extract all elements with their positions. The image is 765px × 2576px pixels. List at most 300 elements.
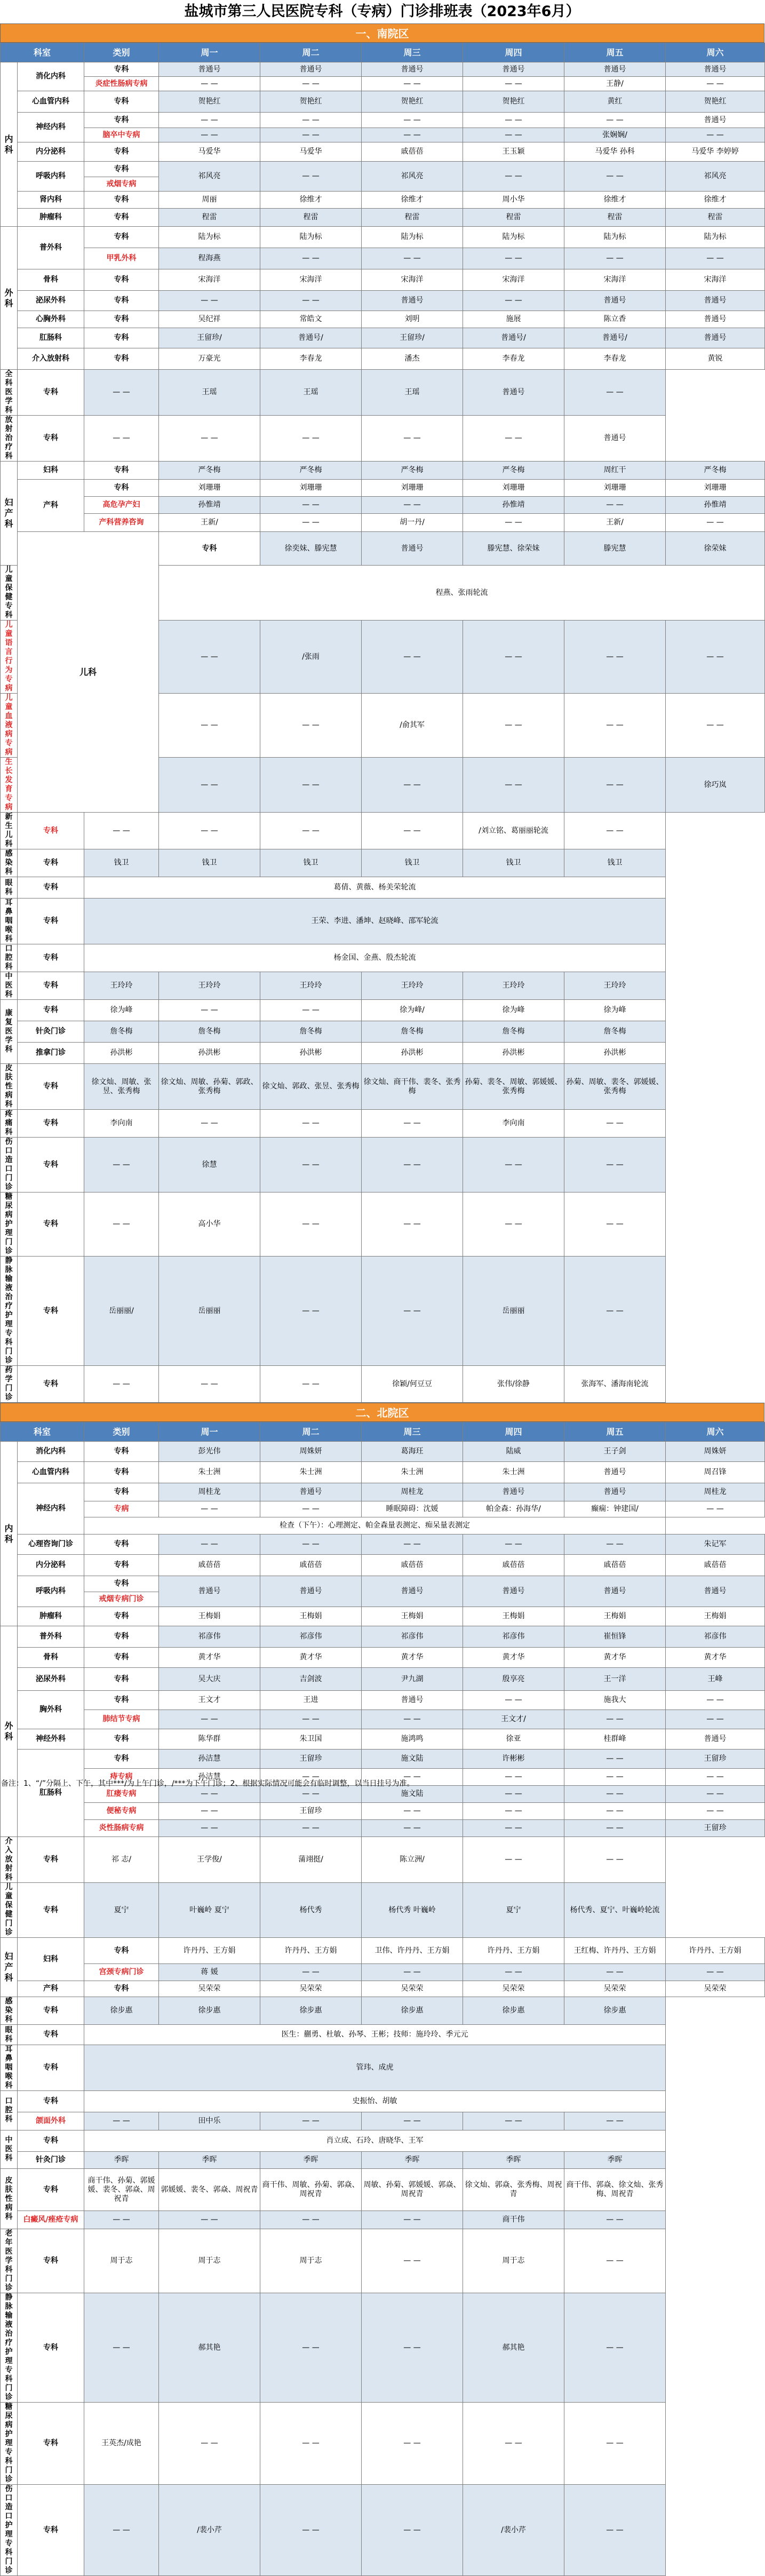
table-row: [1, 62, 765, 77]
clinic-type: 肺结节专病: [84, 1710, 159, 1729]
dept-name: 泌尿外科: [18, 291, 84, 311]
schedule-cell: 孙菊、裴冬、周敏、郭媛媛、张秀梅: [463, 1064, 564, 1110]
schedule-cell: 徐步惠: [159, 1997, 260, 2025]
schedule-cell: — —: [463, 1769, 564, 1786]
schedule-cell: 蒋 媛: [159, 1964, 260, 1981]
dept-name: 口腔科: [1, 944, 18, 972]
dept-group: 妇 产 科: [1, 462, 18, 566]
schedule-cell: — —: [84, 1192, 159, 1257]
schedule-cell: — —: [260, 1535, 362, 1555]
clinic-type: 专科: [84, 1648, 159, 1668]
schedule-cell: 普通号: [463, 62, 564, 77]
schedule-cell: 周桂龙: [362, 1483, 463, 1501]
schedule-cell: 尹九湖: [362, 1668, 463, 1691]
schedule-cell: 王玲玲: [463, 972, 564, 1000]
schedule-cell: — —: [362, 2293, 463, 2403]
dept-name: 内分泌科: [18, 1555, 84, 1576]
schedule-cell: — —: [260, 128, 362, 142]
section-title: 一、南院区: [0, 23, 764, 43]
table-row: [1, 1691, 765, 1710]
schedule-cell: 普通号: [564, 1462, 666, 1483]
schedule-cell: 朱卫国: [260, 1729, 362, 1750]
schedule-cell: — —: [564, 1820, 666, 1837]
schedule-cell: 王学俊/: [159, 1837, 260, 1883]
table-row: [1, 813, 765, 849]
schedule-cell: 王留珍: [666, 1750, 765, 1769]
schedule-cell: 普通号: [362, 291, 463, 311]
schedule-cell: 严冬梅: [159, 462, 260, 480]
schedule-cell: — —: [564, 1257, 666, 1366]
schedule-cell: 施我大: [564, 1691, 666, 1710]
schedule-cell: 刘明: [362, 311, 463, 328]
table-row: [1, 2025, 765, 2045]
schedule-cell: — —: [260, 113, 362, 128]
dept-group: 内 科: [1, 62, 18, 227]
schedule-cell: 戚蓓蓓: [260, 1555, 362, 1576]
clinic-type: 专科: [18, 2025, 84, 2045]
header-cell: 周二: [260, 43, 362, 62]
table-row: [1, 128, 765, 142]
schedule-cell: 许丹丹、王方娟: [159, 1938, 260, 1964]
schedule-cell: 宋海洋: [159, 269, 260, 291]
table-row: [1, 1110, 765, 1138]
table-row: [1, 416, 765, 462]
clinic-type: 专科: [84, 1938, 159, 1964]
clinic-type: 戒烟专病: [84, 177, 159, 192]
table-row: [1, 2112, 765, 2130]
schedule-cell: 王英杰/成艳: [84, 2403, 159, 2485]
dept-name: 感染科: [1, 849, 18, 877]
schedule-cell: 孙洪彬: [362, 1043, 463, 1064]
dept-name: 心理咨询门诊: [18, 1535, 84, 1555]
schedule-cell: — —: [564, 2293, 666, 2403]
schedule-cell: 孙惟靖: [463, 497, 564, 514]
schedule-cell: 徐文灿、周敏、孙菊、郭政、张秀梅: [159, 1064, 260, 1110]
schedule-cell: 孙洁慧: [159, 1769, 260, 1786]
schedule-cell: 詹冬梅: [84, 1021, 159, 1043]
dept-name: 放射治疗科: [1, 416, 18, 462]
schedule-cell: — —: [666, 621, 765, 694]
table-row: [1, 348, 765, 370]
schedule-cell: — —: [260, 2112, 362, 2130]
schedule-cell: — —: [159, 1710, 260, 1729]
section-title: 二、北院区: [0, 1403, 764, 1422]
schedule-cell: — —: [159, 621, 260, 694]
clinic-type: 专科: [18, 2293, 84, 2403]
clinic-type: 专科: [18, 1192, 84, 1257]
schedule-cell: 季晖: [564, 2152, 666, 2169]
clinic-type: 专科: [18, 1000, 84, 1021]
schedule-cell: 李春龙: [564, 348, 666, 370]
dept-name: 新生儿科: [1, 813, 18, 849]
schedule-cell: — —: [564, 813, 666, 849]
table-row: [1, 1837, 765, 1883]
dept-group: 妇 产 科: [1, 1938, 18, 1997]
schedule-cell: — —: [463, 514, 564, 532]
table-row: [1, 1883, 765, 1938]
schedule-cell: — —: [260, 291, 362, 311]
schedule-cell: 普通号: [666, 1576, 765, 1607]
schedule-cell: — —: [564, 1110, 666, 1138]
schedule-cell: 季晖: [362, 2152, 463, 2169]
schedule-cell: 商干伟、郭焱、徐文灿、张秀梅、周祝青: [564, 2169, 666, 2211]
clinic-type: 白癜风/痤疮专病: [18, 2211, 84, 2229]
schedule-cell: — —: [564, 2403, 666, 2485]
table-row: [1, 2403, 765, 2485]
schedule-cell: — —: [564, 248, 666, 269]
table-row: [1, 1366, 765, 1403]
schedule-cell: 王峰: [666, 1668, 765, 1691]
merged-cell: 王荣、李进、潘坤、赵晓峰、邵军轮流: [84, 899, 666, 944]
schedule-cell: 祁彦伟: [666, 1626, 765, 1648]
clinic-type: 针灸门诊: [18, 2152, 84, 2169]
schedule-cell: — —: [159, 1803, 260, 1820]
schedule-cell: 吴荣荣: [159, 1981, 260, 1997]
schedule-cell: — —: [564, 1786, 666, 1803]
schedule-cell: — —: [362, 248, 463, 269]
schedule-cell: 王文才: [159, 1691, 260, 1710]
schedule-cell: 吴大庆: [159, 1668, 260, 1691]
schedule-cell: 王玲玲: [260, 972, 362, 1000]
schedule-cell: 戚蓓蓓: [362, 1555, 463, 1576]
schedule-cell: 马爱华 李婷婷: [666, 142, 765, 162]
clinic-type: 专科: [18, 2485, 84, 2576]
dept-name: 儿童保健门诊: [1, 1883, 18, 1938]
schedule-cell: — —: [260, 694, 362, 758]
schedule-cell: 徐维才: [362, 192, 463, 209]
merged-cell: 杨金国、金燕、殷杰轮流: [84, 944, 666, 972]
schedule-cell: 王留珍/: [159, 328, 260, 348]
schedule-cell: 许彬彬: [463, 1750, 564, 1769]
schedule-cell: — —: [159, 1110, 260, 1138]
schedule-cell: 严冬梅: [260, 462, 362, 480]
table-row: [1, 849, 765, 877]
schedule-cell: 孙洪彬: [84, 1043, 159, 1064]
schedule-cell: — —: [362, 1964, 463, 1981]
schedule-cell: 周于志: [159, 2229, 260, 2293]
schedule-cell: 贺艳红: [463, 91, 564, 113]
schedule-cell: /裴小芹: [159, 2485, 260, 2576]
schedule-cell: 祁彦伟: [362, 1626, 463, 1648]
schedule-cell: — —: [463, 1138, 564, 1192]
schedule-cell: 桂群峰: [564, 1729, 666, 1750]
schedule-cell: 普通号/: [260, 328, 362, 348]
dept-name: 神经内科: [18, 113, 84, 142]
header-cell: 科室: [1, 1422, 84, 1442]
schedule-cell: 刘珊珊: [564, 480, 666, 497]
schedule-cell: 普通号: [564, 416, 666, 462]
schedule-cell: 黄红: [564, 91, 666, 113]
table-row: [1, 1138, 765, 1192]
table-row: [1, 1710, 765, 1729]
clinic-type: 专科: [18, 1883, 84, 1938]
header-cell: 周一: [159, 1422, 260, 1442]
schedule-cell: — —: [260, 2293, 362, 2403]
schedule-cell: — —: [463, 113, 564, 128]
schedule-cell: 程雷: [564, 209, 666, 227]
schedule-cell: — —: [362, 2485, 463, 2576]
clinic-type: 专科: [84, 209, 159, 227]
schedule-cell: 徐颖/何豆豆: [362, 1366, 463, 1403]
schedule-cell: 王梅娟: [463, 1607, 564, 1626]
schedule-cell: 葛海玨: [362, 1442, 463, 1462]
schedule-cell: — —: [463, 1786, 564, 1803]
schedule-cell: 帕金森：孙海华/: [463, 1501, 564, 1517]
schedule-cell: — —: [159, 1820, 260, 1837]
schedule-cell: — —: [260, 1786, 362, 1803]
dept-name: 消化内科: [18, 62, 84, 91]
dept-name: 妇科: [18, 462, 84, 480]
schedule-cell: 黄才华: [159, 1648, 260, 1668]
schedule-cell: 贺艳红: [159, 91, 260, 113]
schedule-cell: 朱士洲: [159, 1462, 260, 1483]
header-row: [1, 1422, 765, 1442]
clinic-type: 针灸门诊: [18, 1021, 84, 1043]
table-row: [1, 462, 765, 480]
schedule-cell: 孙惟靖: [666, 497, 765, 514]
table-row: [1, 2169, 765, 2211]
schedule-cell: — —: [463, 1837, 564, 1883]
schedule-cell: — —: [463, 1535, 564, 1555]
schedule-cell: 徐慧: [159, 1138, 260, 1192]
schedule-cell: 吴荣荣: [666, 1981, 765, 1997]
schedule-cell: 许丹丹、王方娟: [260, 1938, 362, 1964]
schedule-cell: 马爱华: [159, 142, 260, 162]
dept-name: 中医科: [1, 2130, 18, 2169]
table-row: [1, 480, 765, 497]
schedule-cell: 周桂龙: [666, 1483, 765, 1501]
clinic-type: 专科: [159, 532, 260, 566]
table-row: [1, 2211, 765, 2229]
schedule-cell: 徐文灿、商干伟、裴冬、张秀梅: [362, 1064, 463, 1110]
schedule-cell: 祁风亮: [666, 162, 765, 192]
clinic-type: 生长发育专病: [1, 758, 18, 813]
schedule-cell: — —: [159, 1366, 260, 1403]
dept-name: 内分泌科: [18, 142, 84, 162]
schedule-cell: 周于志: [463, 2229, 564, 2293]
dept-name: 药学门诊: [1, 1366, 18, 1403]
schedule-cell: 彭光伟: [159, 1442, 260, 1462]
schedule-cell: — —: [260, 77, 362, 91]
clinic-type: 专科: [18, 899, 84, 944]
schedule-cell: — —: [159, 1501, 260, 1517]
schedule-cell: 张娴娴/: [564, 128, 666, 142]
schedule-cell: 王静/: [564, 77, 666, 91]
schedule-cell: 詹冬梅: [362, 1021, 463, 1043]
schedule-cell: — —: [564, 1837, 666, 1883]
schedule-cell: — —: [362, 416, 463, 462]
schedule-cell: 夏宁: [463, 1883, 564, 1938]
schedule-cell: — —: [84, 2485, 159, 2576]
schedule-cell: 普通号: [666, 113, 765, 128]
schedule-cell: 周丽: [159, 192, 260, 209]
table-row: [1, 1555, 765, 1576]
schedule-cell: 詹冬梅: [159, 1021, 260, 1043]
schedule-cell: 商干伟、周敏、孙菊、郭焱、周祝青: [260, 2169, 362, 2211]
schedule-cell: — —: [84, 2293, 159, 2403]
header-cell: 周三: [362, 43, 463, 62]
schedule-cell: /俞其军: [362, 694, 463, 758]
clinic-type: 专科: [84, 227, 159, 248]
table-row: [1, 1803, 765, 1820]
clinic-type: 专科: [18, 813, 84, 849]
schedule-cell: — —: [159, 2211, 260, 2229]
merged-cell: 管玮、成虎: [84, 2045, 666, 2091]
dept-name: 肿瘤科: [18, 1607, 84, 1626]
schedule-cell: 王梅娟: [666, 1607, 765, 1626]
schedule-cell: — —: [463, 694, 564, 758]
schedule-cell: — —: [260, 758, 362, 813]
schedule-cell: 王新/: [159, 514, 260, 532]
table-row: [1, 269, 765, 291]
dept-name: 静脉输液治疗护理专科门诊: [1, 2293, 18, 2403]
schedule-cell: — —: [362, 2211, 463, 2229]
dept-name: 骨科: [18, 269, 84, 291]
schedule-cell: 宋海洋: [362, 269, 463, 291]
clinic-type: 颌面外科: [18, 2112, 84, 2130]
table-row: [1, 370, 765, 416]
schedule-cell: — —: [463, 1803, 564, 1820]
schedule-cell: 王瑶: [260, 370, 362, 416]
schedule-cell: — —: [84, 1366, 159, 1403]
schedule-cell: — —: [362, 128, 463, 142]
dept-name: 骨科: [18, 1648, 84, 1668]
schedule-cell: — —: [362, 497, 463, 514]
dept-name: 产科: [18, 480, 84, 532]
table-row: [1, 1750, 765, 1769]
schedule-cell: 徐为峰: [84, 1000, 159, 1021]
schedule-cell: 商干伟: [463, 2211, 564, 2229]
dept-name: 眼科: [1, 877, 18, 899]
schedule-cell: — —: [362, 1803, 463, 1820]
clinic-type: 炎症性肠病专病: [84, 77, 159, 91]
schedule-cell: 徐奕妹、滕宪慧: [260, 532, 362, 566]
table-row: [1, 1021, 765, 1043]
dept-name: 心血管内科: [18, 1462, 84, 1483]
schedule-cell: 普通号: [463, 370, 564, 416]
table-row: [1, 1576, 765, 1592]
dept-group: 外 科: [1, 1626, 18, 1837]
schedule-cell: — —: [362, 1138, 463, 1192]
table-row: [1, 1668, 765, 1691]
schedule-cell: 詹冬梅: [260, 1021, 362, 1043]
schedule-cell: 岳丽丽: [463, 1257, 564, 1366]
schedule-cell: — —: [362, 77, 463, 91]
table-row: [1, 2130, 765, 2152]
clinic-type: 专科: [84, 1729, 159, 1750]
schedule-cell: — —: [84, 370, 159, 416]
header-cell: 周二: [260, 1422, 362, 1442]
dept-name: 疼 痛 科: [1, 1110, 18, 1138]
schedule-cell: 陆威: [463, 1442, 564, 1462]
table-row: [1, 2485, 765, 2576]
schedule-cell: 徐维才: [564, 192, 666, 209]
schedule-cell: — —: [260, 1366, 362, 1403]
schedule-cell: 徐步惠: [463, 1997, 564, 2025]
schedule-cell: 王新/: [564, 514, 666, 532]
schedule-cell: 普通号: [666, 311, 765, 328]
schedule-cell: 睡眠障碍：沈媛: [362, 1501, 463, 1517]
schedule-cell: 王瑶: [159, 370, 260, 416]
schedule-cell: — —: [666, 694, 765, 758]
schedule-cell: 黄锐: [666, 348, 765, 370]
table-row: [1, 1938, 765, 1964]
dept-name: 心血管内科: [18, 91, 84, 113]
schedule-cell: — —: [260, 2403, 362, 2485]
header-cell: 类别: [84, 1422, 159, 1442]
schedule-cell: /张雨: [260, 621, 362, 694]
clinic-type: 专科: [18, 1366, 84, 1403]
schedule-cell: — —: [564, 2211, 666, 2229]
schedule-cell: 朱士洲: [463, 1462, 564, 1483]
schedule-cell: 钱卫: [564, 849, 666, 877]
schedule-cell: 王留珍: [666, 1820, 765, 1837]
header-cell: 周一: [159, 43, 260, 62]
dept-name: 感染科: [1, 1997, 18, 2025]
schedule-cell: 程雷: [260, 209, 362, 227]
schedule-cell: — —: [260, 1000, 362, 1021]
schedule-cell: — —: [564, 1535, 666, 1555]
dept-group: 外 科: [1, 227, 18, 370]
clinic-type: 专科: [18, 2130, 84, 2152]
clinic-type: 专科: [84, 1555, 159, 1576]
header-cell: 类别: [84, 43, 159, 62]
schedule-cell: 孙洪彬: [260, 1043, 362, 1064]
schedule-cell: 李春龙: [260, 348, 362, 370]
schedule-cell: 陈华群: [159, 1729, 260, 1750]
schedule-cell: — —: [564, 621, 666, 694]
schedule-cell: 陆为标: [260, 227, 362, 248]
schedule-cell: 吴纪祥: [159, 311, 260, 328]
schedule-cell: 吴荣荣: [564, 1981, 666, 1997]
schedule-cell: 王红梅、许丹丹、王方娟: [564, 1938, 666, 1964]
schedule-cell: 普通号: [260, 1483, 362, 1501]
schedule-cell: — —: [260, 2211, 362, 2229]
schedule-cell: — —: [362, 758, 463, 813]
clinic-type: 儿童语言行为专病: [1, 621, 18, 694]
schedule-cell: 许丹丹、王方娟: [666, 1938, 765, 1964]
clinic-type: 专科: [84, 1668, 159, 1691]
schedule-cell: 程雷: [362, 209, 463, 227]
merged-cell: 史振怡、胡敏: [84, 2091, 666, 2112]
schedule-cell: — —: [159, 416, 260, 462]
schedule-cell: 马爱华 孙科: [564, 142, 666, 162]
dept-name: 糖尿病护理专科门诊: [1, 2403, 18, 2485]
schedule-cell: 王文才/: [463, 1710, 564, 1729]
table-row: [1, 1648, 765, 1668]
clinic-type: 专科: [18, 2403, 84, 2485]
clinic-type: 宫颈专病门诊: [84, 1964, 159, 1981]
dept-name: 肾内科: [18, 192, 84, 209]
clinic-type: 专科: [18, 2091, 84, 2112]
schedule-cell: 黄才华: [564, 1648, 666, 1668]
clinic-type: 肛瘘专病: [84, 1786, 159, 1803]
clinic-type: 儿童保健专科: [1, 566, 18, 621]
schedule-cell: 季晖: [84, 2152, 159, 2169]
table-row: [1, 972, 765, 1000]
schedule-cell: — —: [564, 1192, 666, 1257]
schedule-cell: — —: [159, 113, 260, 128]
schedule-cell: — —: [463, 162, 564, 192]
schedule-cell: 高小华: [159, 1192, 260, 1257]
schedule-cell: — —: [362, 1192, 463, 1257]
schedule-cell: 朱士洲: [362, 1462, 463, 1483]
schedule-cell: 祁彦伟: [260, 1626, 362, 1648]
schedule-cell: 常皓文: [260, 311, 362, 328]
schedule-cell: 吴荣荣: [362, 1981, 463, 1997]
schedule-cell: — —: [260, 1710, 362, 1729]
schedule-cell: — —: [260, 813, 362, 849]
